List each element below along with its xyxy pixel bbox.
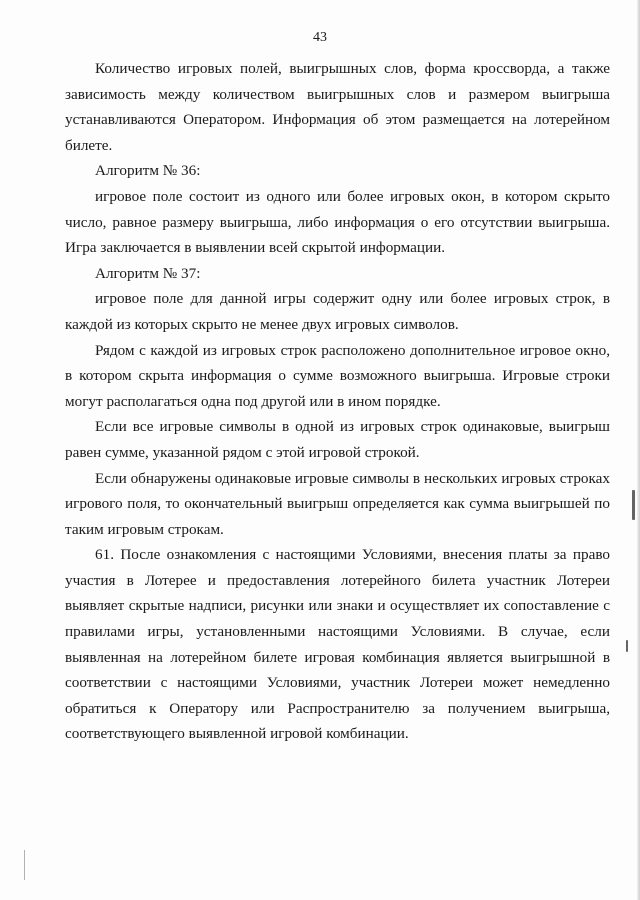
algorithm-37-extra-window: Рядом с каждой из игровых строк расположено дополнительное игровое окно, в котором скрыта информация о сумме возможного выигрыша. Игровые строки могут располагаться одна под другой или в ином порядке.	[65, 341, 610, 410]
page-number: 43	[313, 30, 327, 45]
algorithm-37-description: игровое поле для данной игры содержит одну или более игровых строк, в каждой из которых скрыто не менее двух игровых символов.	[65, 290, 610, 333]
scan-speck	[632, 490, 635, 520]
algorithm-37-heading: Алгоритм № 37:	[95, 264, 201, 282]
algorithm-36-description: игровое поле состоит из одного или более игровых окон, в котором скрыто число, равное размеру выигрыша, либо информация о его отсутствии выигрыша. Игра заключается в выявлении всей скрытой информации.	[65, 187, 610, 257]
body-text	[65, 56, 610, 747]
paragraph-game-fields-info: Количество игровых полей, выигрышных слов, форма кроссворда, а также зависимость между количеством выигрышных слов и размером выигрыша устанавливаются Оператором. Информация об этом размещается на лотерейном билете.	[65, 60, 610, 154]
algorithm-37-multi-row-rule: Если обнаружены одинаковые игровые символы в нескольких игровых строках игрового поля, то окончательный выигрыш определяется как сумма выигрышей по таким игровым строкам.	[65, 469, 610, 538]
algorithm-37-win-rule: Если все игровые символы в одной из игровых строк одинаковые, выигрыш равен сумме, указанной рядом с этой игровой строкой.	[65, 418, 610, 461]
scan-speck	[24, 850, 25, 880]
algorithm-36-heading: Алгоритм № 36:	[95, 162, 201, 180]
scan-speck	[626, 640, 628, 652]
clause-61: 61. После ознакомления с настоящими Условиями, внесения платы за право участия в Лотерее и предоставления лотерейного билета участник Лотереи выявляет скрытые надписи, рисунки или знаки и осуществляет их сопоставление с правилами игры, установленными настоящими Условиями. В случае, если выявленная на лотерейном билете игровая комбинация является выигрышной в соответствии с настоящими Условиями, участник Лотереи может немедленно обратиться к Оператору или Распространителю за получением выигрыша, соответствующего выявленной игровой комбинации.	[65, 546, 610, 743]
